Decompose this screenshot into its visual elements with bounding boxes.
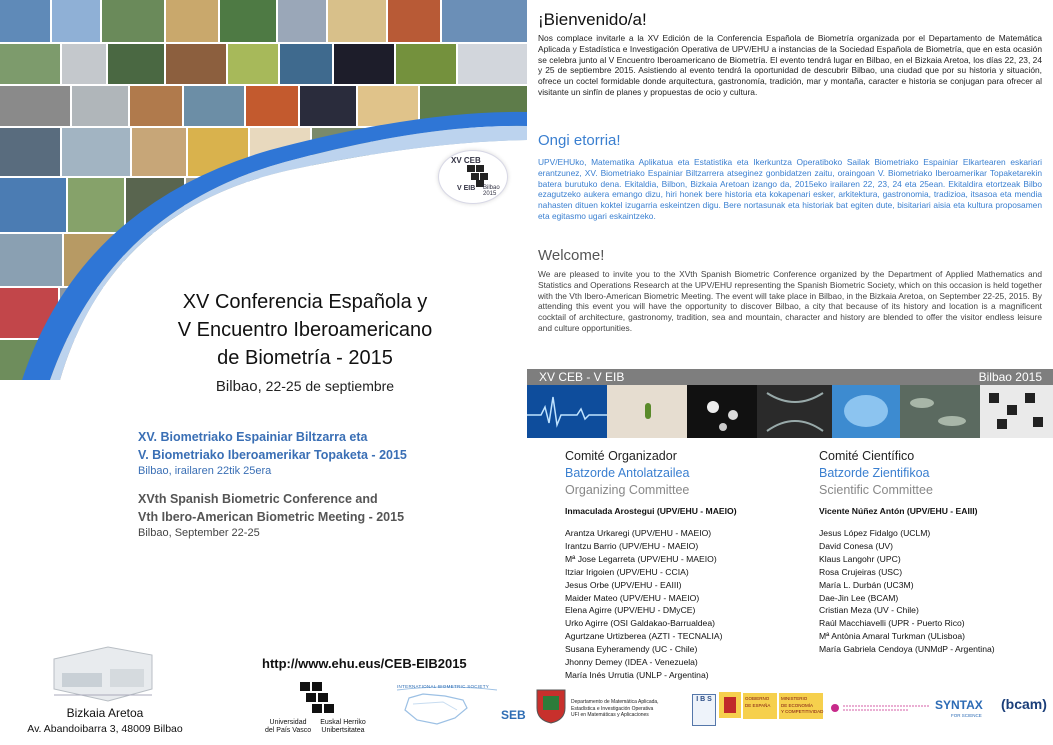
list-item: Cristian Meza (UV - Chile) [819,605,919,616]
ibs-seb-logo [393,684,525,730]
list-item: Irantzu Barrio (UPV/EHU - MAEIO) [565,540,699,551]
welcome-eu-heading: Ongi etorria! [538,132,621,149]
title-line-2: V Encuentro Iberoamericano [177,319,433,341]
basque-title-block [138,428,498,478]
spain-crest-icon [719,692,741,718]
list-item: David Conesa (UV) [819,540,894,551]
subtitle-city: Bilbao, [215,378,262,395]
list-item: Jesus López Fidalgo (UCLM) [819,528,931,538]
org-member-list [565,527,805,682]
welcome-en-text: We are pleased to invite you to the XVth Spanish Biometric Conference organized by the Department of Applied Mathematics and Statistics and Operations Research at the UPV/EHU representing the Spanish Biometric Society, which on this occasion is held together with the Vth Ibero-American Biometric Meeting. The event will take place in Bilbao, in the Bizkaia Aretoa, on September 22-25, 2015. By attending this event you will have the opportunity to discover Bilbao, a city that because of its history and location is a magnificent cocktail of architecture, gastronomy, tradition, sea and mountain, character and history are blended to offer the visitor endless leisure and culture opportunities. [538,269,1042,333]
conference-dates [150,378,460,395]
list-item: Urko Agirre (OSI Galdakao-Barrualdea) [565,618,715,629]
list-item: Dae-Jin Lee (BCAM) [819,592,899,603]
ceb-eib-logo [438,150,508,204]
org-title-eu: Batzorde Antolatzailea [565,466,690,480]
photo-forest [220,0,276,42]
sci-title-en: Scientific Committee [819,483,933,497]
list-item: María Gabriela Cendoya (UNMdP - Argentina) [819,644,995,655]
photo-bw-street [0,86,70,126]
photo-tower [0,178,66,232]
en-title-line-2: Vth Ibero-American Biometric Meeting - 2015 [138,510,405,524]
organizing-committee [565,448,805,682]
venue-building-image [48,645,158,703]
photo-chapel [130,86,182,126]
list-item: Maider Mateo (UPV/EHU - MAEIO) [565,592,700,603]
eu-title-line-1: XV. Biometriako Espainiar Biltzarra eta [138,430,368,444]
venue-address: Av. Abandoibarra 3, 48009 Bilbao [27,723,183,735]
section-bar [527,369,1053,385]
title-line-1: XV Conferencia Española y [182,291,428,313]
scientific-committee [819,448,1053,656]
ibs-logo: I B S [692,694,716,726]
list-item: Rosa Crujeiras (USC) [819,566,903,577]
iberia-map-icon [393,684,501,730]
list-item: Itziar Irigoien (UPV/EHU - CCIA) [565,566,689,577]
science-image-strip [527,385,1053,438]
logo-mark-icon [467,165,493,187]
photo-mountains [102,0,164,42]
upv-name-eu: Euskal Herriko Unibertsitatea [320,719,366,734]
list-item: Arantza Urkaregi (UPV/EHU - MAEIO) [565,528,712,538]
photo-fireworks [334,44,394,84]
welcome-eu-text: UPV/EHUko, Matematika Aplikatua eta Estatistika eta Ikerkuntza Operatiboko Sailak Biometriako Espainiar Elkartearen eskariari erantzunez, XV. Biometriako Espainiar Biltzarrera atseginez gonbidatzen zaitu, oraingoan V. Biometriako Iberoamerikar Topaketarekin batera burutuko dena. Ekitaldia, Bilbon, Bizkaia Aretoan izango da, 2015eko irailaren 22, 23, 24 eta 25ean. Ekitaldira etortzeak Bilbo ezagutzeko aukera emango dizu, hiri honek bere historia eta kokapenari esker, arkitektura, gastronomia, tradizioa, itsasoa eta mendia nahasten dituen koktel izugarria eskeintzen digu. Bere nortasunak eta historiak bat egiten dute, bisitariari aisia eta kultura proposamen eta egitasmo ugari eskaintzeko. [538,157,1042,221]
ecg-image [527,385,607,438]
bacteria-image [900,385,980,438]
conference-url-link[interactable]: http://www.ehu.eus/CEB-EIB2015 [262,656,467,671]
bar-right-label: Bilbao 2015 [978,370,1042,384]
welcome-es-heading: ¡Bienvenido/a! [538,10,647,29]
gobierno-text: GOBIERNO DE ESPAÑA [745,696,771,708]
welcome-es-text: Nos complace invitarle a la XV Edición de la Conferencia Española de Biometría organizada por el Departamento de Matemática Aplicada y Estadística e Investigación Operativa de UPV/EHU a instancias de la Sociedad Española de Biometría, que en esta ocasión se celebra junto al V Encuentro Iberoamericano de Biometría. El evento tendrá lugar en Bilbao, en el Bizkaia Aretoa, los días 22, 23, 24 y 25 de septiembre 2015. Asistiendo al evento tendrá la oportunidad de descubrir Bilbao, una ciudad que por su historia y situación, ofrece un coctel formidable donde arquitectura, gastronomía, tradición, mar y montaña, caracter e historia se conjugan para ofrecer al visitante un sinfín de planes y propuestas de ocio y cultura. [538,33,1042,97]
right-panel [527,0,1053,745]
photo-spider [132,128,186,176]
org-title-en: Organizing Committee [565,483,690,497]
bcam-logo: (bcam) [1001,696,1047,712]
bar-left-label: XV CEB - V EIB [539,370,625,384]
dept-text: Departamento de Matemática Aplicada, Estadística e Investigación Operativa UFI en Matemáticas y Aplicaciones [571,699,659,718]
list-item: Mª Antònia Amaral Turkman (ULisboa) [819,631,965,642]
eu-title-line-2: V. Biometriako Iberoamerikar Topaketa - 2015 [138,448,407,462]
en-date: Bilbao, September 22-25 [138,527,260,539]
seb-text: SEB [501,708,526,722]
syntax-logo: SYNTAX [935,698,983,712]
list-item: Mª Jose Legarreta (UPV/EHU - MAEIO) [565,553,717,564]
venue-info [20,706,190,735]
list-item: Susana Eyheramendy (UC - Chile) [565,644,698,655]
list-item: Jesus Orbe (UPV/EHU - EAIII) [565,579,682,590]
welcome-en-heading: Welcome! [538,247,605,264]
sci-title-eu: Batzorde Zientifikoa [819,466,930,480]
list-item: María Inés Urrutia (UNLP - Argentina) [565,669,709,680]
en-title-line-1: XVth Spanish Biometric Conference and [138,492,378,506]
upv-ehu-logo [262,682,372,732]
logo-bottom-text: V EIB [457,185,476,192]
sponsor-logos [527,686,1053,741]
red-network-logo-icon [829,700,933,716]
logo-top-text: XV CEB [451,156,481,165]
list-item: Agurtzane Urtizberea (AZTI - TECNALIA) [565,631,723,642]
english-title-block [138,490,498,540]
photo-church [328,0,386,42]
title-line-3: de Biometría - 2015 [217,347,393,369]
gobierno-badge [743,693,777,719]
conference-title [150,288,460,372]
list-item: Klaus Langohr (UPC) [819,553,901,564]
photo-sea [442,0,527,42]
sci-member-list [819,527,1053,656]
sci-chair: Vicente Núñez Antón (UPV/EHU - EAIII) [819,506,978,516]
photo-bridge [0,0,50,42]
eu-date: Bilbao, irailaren 22tik 25era [138,465,272,477]
dept-shield-icon [535,688,567,724]
upv-name-es: Universidad del País Vasco [265,719,312,734]
ministerio-text: MINISTERIO DE ECONOMÍA Y COMPETITIVIDAD [781,696,824,714]
list-item: Jhonny Demey (IDEA - Venezuela) [565,657,698,668]
sci-title-es: Comité Científico [819,449,915,463]
upv-ehu-mark-icon [300,682,334,714]
org-chair: Inmaculada Arostegui (UPV/EHU - MAEIO) [565,506,737,516]
venue-name: Bizkaia Aretoa [66,706,144,720]
logo-city-text: Bilbao 2015 [483,185,500,197]
org-title-es: Comité Organizador [565,449,677,463]
photo-food [358,86,418,126]
list-item: Elena Agirre (UPV/EHU - DMyCE) [565,605,696,616]
syntax-subtitle: FOR SCIENCE [951,713,982,718]
ministerio-badge [779,693,823,719]
ibs-ring-text: INTERNATIONAL BIOMETRIC SOCIETY [397,684,490,689]
subtitle-dates: 22-25 de septiembre [261,378,395,394]
list-item: Raúl Macchiavelli (UPR - Puerto Rico) [819,618,965,629]
list-item: María L. Durbán (UC3M) [819,579,914,590]
